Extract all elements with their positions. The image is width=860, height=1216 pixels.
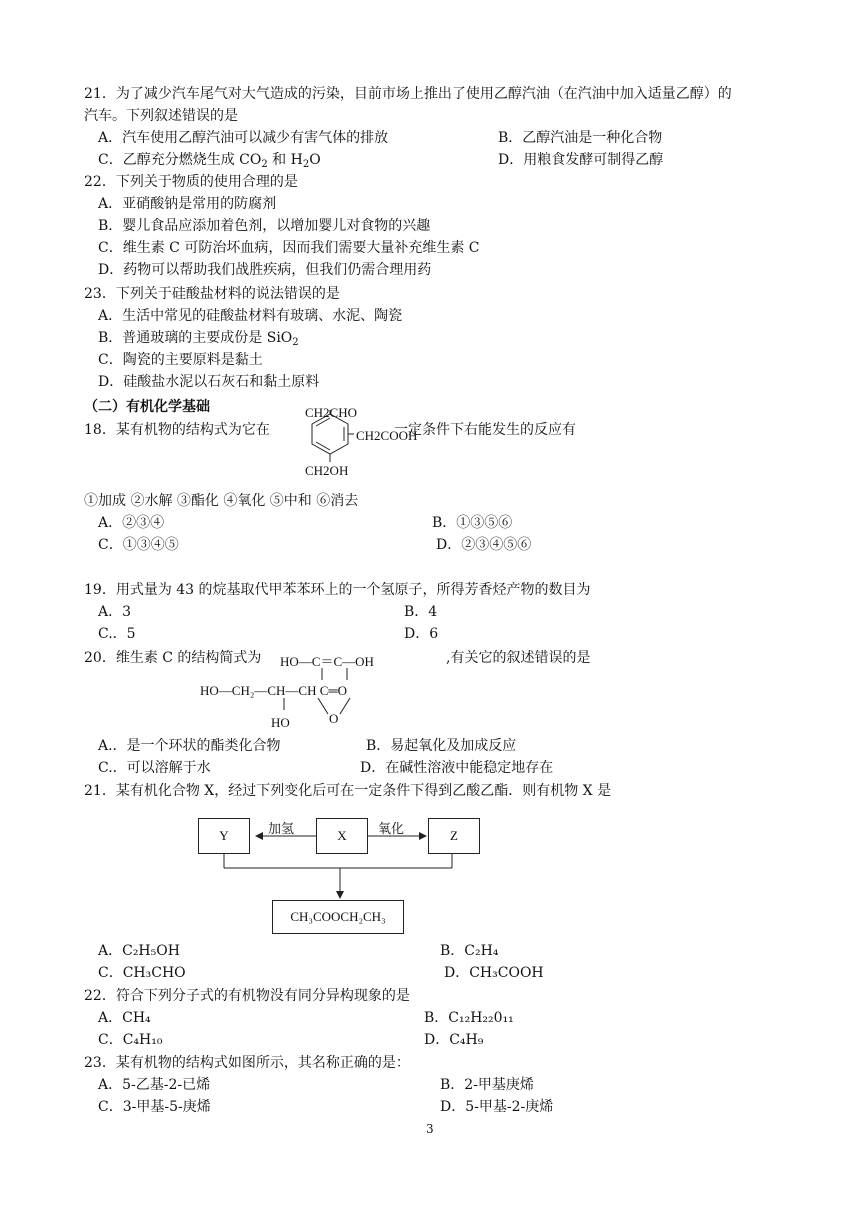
q22b-option-c: C．C₄H₁₀ — [98, 1032, 163, 1048]
q23b-option-c: C．3-甲基-5-庚烯 — [98, 1099, 211, 1115]
q18-option-c: C．①③④⑤ — [98, 537, 179, 553]
q23a-option-c: C．陶瓷的主要原料是黏土 — [98, 352, 263, 368]
q21a-option-c: C．乙醇充分燃烧生成 $CO_2$ 和 $H_2O$ — [98, 152, 321, 170]
q20-option-d: D．在碱性溶液中能稳定地存在 — [360, 760, 554, 776]
q18-struct-top: CH2CHO — [305, 405, 358, 420]
page-number: 3 — [426, 1122, 434, 1136]
flow-box-x: X — [316, 818, 368, 854]
q21b-option-b: B．C₂H₄ — [440, 943, 499, 959]
q23a-option-a: A．生活中常见的硅酸盐材料有玻璃、水泥、陶瓷 — [98, 308, 403, 324]
q22a-option-d: D．药物可以帮助我们战胜疾病，但我们仍需合理用药 — [98, 262, 432, 278]
q23b-option-a: A．5-乙基-2-已烯 — [98, 1077, 211, 1093]
q18-struct-right: CH2COOH — [356, 428, 418, 443]
q22a-stem: 22．下列关于物质的使用合理的是 — [84, 174, 298, 190]
q23a-stem: 23．下列关于硅酸盐材料的说法错误的是 — [84, 286, 340, 302]
q21b-option-a: A．C₂H₅OH — [98, 943, 180, 959]
q22a-option-b: B．婴儿食品应添加着色剂，以增加婴儿对食物的兴趣 — [98, 218, 431, 234]
q23a-option-b: B．普通玻璃的主要成份是 SiO$_2$ — [98, 330, 299, 348]
q22b-option-d: D．C₄H₉ — [424, 1032, 484, 1048]
q20-stem-part2: ,有关它的叙述错误的是 — [446, 650, 591, 666]
q20-struct-ho: HO — [271, 715, 290, 730]
flow-label-hydrogenation: 加氢 — [268, 822, 295, 837]
q18-stem-part1: 18．某有机物的结构式为它在 — [84, 422, 270, 438]
q23a-option-d: D．硅酸盐水泥以石灰石和黏土原料 — [98, 374, 320, 390]
flow-box-y: Y — [198, 818, 250, 854]
q19-option-c: C.．5 — [98, 626, 136, 642]
q20-struct-line2: HO—CH₂—CH—CH C═O — [200, 683, 348, 698]
q19-option-a: A．3 — [98, 604, 132, 620]
q22b-option-b: B．C₁₂H₂₂0₁₁ — [424, 1010, 514, 1026]
q18-option-a: A．②③④ — [98, 515, 165, 531]
q23b-option-b: B．2-甲基庚烯 — [440, 1077, 534, 1093]
q20-struct-o: O — [329, 711, 339, 726]
q20-struct-line1: HO—C＝C—OH — [280, 654, 374, 669]
q21a-stem-line1: 21．为了减少汽车尾气对大气造成的污染，目前市场上推出了使用乙醇汽油（在汽油中加入适量乙醇）的 — [84, 86, 732, 102]
section-title: （二）有机化学基础 — [84, 399, 210, 415]
q20-option-c: C.．可以溶解于水 — [98, 760, 211, 776]
q21a-option-b: B．乙醇汽油是一种化合物 — [498, 130, 663, 146]
q18-option-b: B．①③⑤⑥ — [432, 515, 513, 531]
q18-stem-part2: 一定条件下右能发生的反应有 — [394, 422, 576, 438]
q20-stem-part1: 20．维生素 C 的结构简式为 — [84, 650, 262, 666]
q22b-stem: 22．符合下列分子式的有机物没有同分异构现象的是 — [84, 988, 410, 1004]
q21b-stem: 21．某有机化合物 X，经过下列变化后可在一定条件下得到乙酸乙酯．则有机物 X 是 — [84, 783, 612, 799]
q19-stem: 19．用式量为 43 的烷基取代甲苯苯环上的一个氢原子，所得芳香烃产物的数目为 — [84, 582, 591, 598]
q21a-option-a: A．汽车使用乙醇汽油可以减少有害气体的排放 — [98, 130, 389, 146]
q22a-option-c: C．维生素 C 可防治坏血病，因而我们需要大量补充维生素 C — [98, 240, 480, 256]
q21b-option-c: C．CH₃CHO — [98, 965, 186, 981]
q21a-option-d: D．用粮食发酵可制得乙醇 — [498, 152, 664, 168]
q22a-option-a: A．亚硝酸钠是常用的防腐剂 — [98, 196, 277, 212]
q18-reactions: ①加成 ②水解 ③酯化 ④氧化 ⑤中和 ⑥消去 — [84, 493, 359, 509]
q21b-option-d: D．CH₃COOH — [444, 965, 544, 981]
flow-box-z: Z — [428, 818, 480, 854]
flow-label-oxidation: 氧化 — [378, 822, 405, 837]
q22b-option-a: A．CH₄ — [98, 1010, 151, 1026]
q21a-stem-line2: 汽车。下列叙述错误的是 — [84, 108, 238, 124]
q20-option-a: A.．是一个环状的酯类化合物 — [98, 738, 281, 754]
q20-option-b: B．易起氧化及加成反应 — [366, 738, 517, 754]
q18-struct-bottom: CH2OH — [305, 463, 349, 478]
q19-option-d: D．6 — [404, 626, 439, 642]
q19-option-b: B．4 — [404, 604, 438, 620]
q23b-option-d: D．5-甲基-2-庚烯 — [440, 1099, 554, 1115]
q23b-stem: 23．某有机物的结构式如图所示，其名称正确的是： — [84, 1055, 410, 1071]
q18-option-d: D．②③④⑤⑥ — [436, 537, 532, 553]
flow-box-product: CH₃COOCH₂CH₃ — [272, 900, 404, 934]
